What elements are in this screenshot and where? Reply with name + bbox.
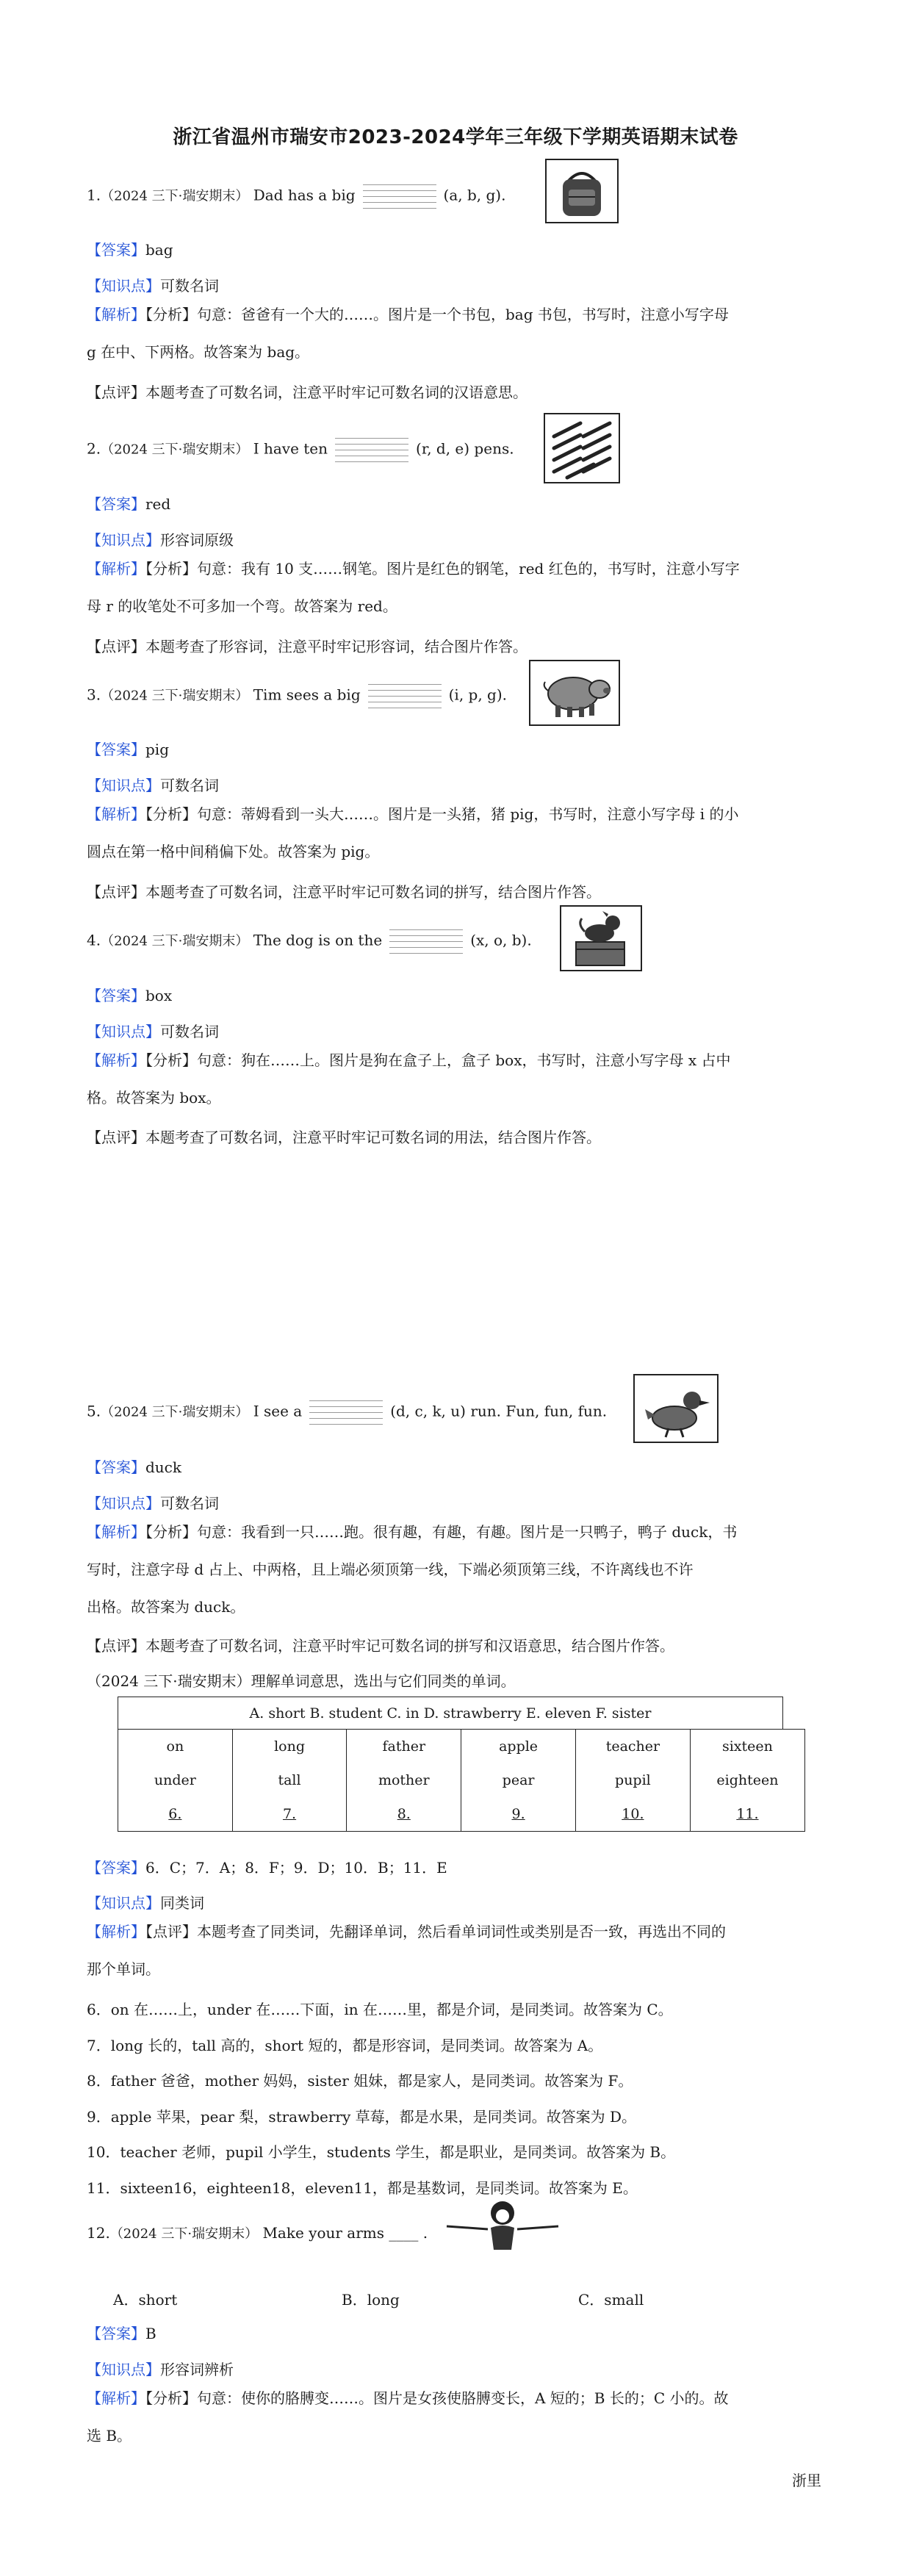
question-text: Dad has a big bbox=[253, 186, 356, 204]
question-source: （2024 三下·瑞安期末） bbox=[101, 933, 249, 949]
knowledge-row: 【知识点】可数名词 bbox=[87, 277, 219, 295]
option-a[interactable]: A．short bbox=[113, 2291, 178, 2309]
knowledge-row: 【知识点】可数名词 bbox=[87, 1494, 219, 1512]
question-number: 12. bbox=[87, 2224, 110, 2242]
word-table bbox=[118, 1729, 805, 1832]
question-5 bbox=[87, 1400, 607, 1425]
knowledge-row: 【知识点】可数名词 bbox=[87, 777, 219, 794]
analysis-paragraph: 【解析】【分析】句意：我看到一只……跑。很有趣，有趣，有趣。图片是一只鸭子，鸭子 duck，书 写时，注意字母 d 占上、中两格，且上端必须顶第一线，下端必须顶第三线，不许离线也不许 出格。故答案为 duck。 bbox=[87, 1523, 738, 1616]
question-number: 1. bbox=[87, 186, 101, 204]
knowledge-row: 【知识点】形容词辨析 bbox=[87, 2361, 234, 2378]
question-text: Tim sees a big bbox=[253, 686, 361, 704]
page-footer: 浙里 bbox=[792, 2472, 821, 2489]
explanation-8: 8．father 爸爸，mother 妈妈，sister 姐妹，都是家人，是同类词。故答案为 F。 bbox=[87, 2072, 633, 2090]
question-12 bbox=[87, 2223, 428, 2242]
table-cell: teacher pupil 10. bbox=[575, 1730, 690, 1832]
question-text: I have ten bbox=[253, 439, 328, 458]
answer-row: 【答案】duck bbox=[87, 1458, 182, 1476]
bag-icon bbox=[545, 159, 619, 223]
explanation-11: 11．sixteen16，eighteen18，eleven11，都是基数词，是同类词。故答案为 E。 bbox=[87, 2179, 638, 2197]
option-c[interactable]: C．small bbox=[578, 2291, 644, 2309]
option-b[interactable]: B．long bbox=[342, 2291, 400, 2309]
knowledge-row: 【知识点】同类词 bbox=[87, 1894, 204, 1912]
question-text: Make your arms ____ . bbox=[262, 2224, 428, 2242]
writing-lines bbox=[363, 184, 436, 209]
question-text: The dog is on the bbox=[253, 931, 383, 949]
question-source: （2024 三下·瑞安期末） bbox=[101, 688, 249, 704]
analysis-paragraph: 【解析】【分析】句意：我有 10 支……钢笔。图片是红色的钢笔，red 红色的，书写时，注意小写字 母 r 的收笔处不可多加一个弯。故答案为 red。 bbox=[87, 560, 740, 615]
question-text: I see a bbox=[253, 1402, 303, 1420]
question-hint: (d, c, k, u) run. Fun, fun, fun. bbox=[390, 1402, 608, 1420]
writing-lines bbox=[335, 437, 408, 462]
table-cell: long tall 7. bbox=[232, 1730, 347, 1832]
table-cell: sixteen eighteen 11. bbox=[690, 1730, 804, 1832]
answer-row: 【答案】bag bbox=[87, 241, 173, 259]
explanation-10: 10．teacher 老师，pupil 小学生，students 学生，都是职业，是同类词。故答案为 B。 bbox=[87, 2143, 676, 2161]
analysis-paragraph: 【解析】【分析】句意：爸爸有一个大的……。图片是一个书包，bag 书包，书写时，注意小写字母 g 在中、下两格。故答案为 bag。 bbox=[87, 306, 729, 361]
question-number: 3. bbox=[87, 686, 101, 704]
analysis-paragraph: 【解析】【分析】句意：使你的胳膊变……。图片是女孩使胳膊变长，A 短的；B 长的；C 小的。故 选 B。 bbox=[87, 2389, 729, 2444]
explanation-9: 9．apple 苹果，pear 梨，strawberry 草莓，都是水果，是同类词。故答案为 D。 bbox=[87, 2108, 637, 2126]
comment-row: 【点评】本题考查了可数名词，注意平时牢记可数名词的汉语意思。 bbox=[87, 384, 527, 401]
comment-row: 【点评】本题考查了形容词，注意平时牢记形容词，结合图片作答。 bbox=[87, 638, 527, 655]
table-cell: on under 6. bbox=[118, 1730, 233, 1832]
answer-row: 【答案】pig bbox=[87, 741, 170, 758]
analysis-paragraph: 【解析】【分析】句意：狗在……上。图片是狗在盒子上，盒子 box，书写时，注意小写字母 x 占中 格。故答案为 box。 bbox=[87, 1051, 731, 1107]
explanation-7: 7．long 长的，tall 高的，short 短的，都是形容词，是同类词。故答案为 A。 bbox=[87, 2037, 603, 2054]
answer-row: 【答案】box bbox=[87, 987, 173, 1004]
dog-on-box-icon bbox=[560, 905, 642, 971]
explanation-6: 6．on 在……上，under 在……下面，in 在……里，都是介词，是同类词。故答案为 C。 bbox=[87, 2001, 673, 2018]
table-cell: apple pear 9. bbox=[461, 1730, 576, 1832]
question-hint: (a, b, g). bbox=[443, 186, 506, 204]
question-4 bbox=[87, 929, 532, 954]
page-title: 浙江省温州市瑞安市2023-2024学年三年级下学期英语期末试卷 bbox=[173, 126, 738, 148]
analysis-paragraph: 【解析】【分析】句意：蒂姆看到一头大……。图片是一头猪，猪 pig，书写时，注意小写字母 i 的小 圆点在第一格中间稍偏下处。故答案为 pig。 bbox=[87, 805, 739, 860]
writing-lines bbox=[309, 1400, 383, 1425]
word-bank: A. short B. student C. in D. strawberry E. eleven F. sister bbox=[118, 1697, 783, 1729]
question-3 bbox=[87, 683, 507, 708]
writing-lines bbox=[368, 683, 442, 708]
knowledge-row: 【知识点】形容词原级 bbox=[87, 531, 234, 549]
table-cell: father mother 8. bbox=[347, 1730, 461, 1832]
question-source: （2024 三下·瑞安期末） bbox=[109, 2226, 259, 2242]
question-hint: (i, p, g). bbox=[448, 686, 508, 704]
question-2 bbox=[87, 437, 514, 462]
pens-icon bbox=[544, 413, 620, 483]
answer-row: 【答案】B bbox=[87, 2325, 156, 2342]
group-intro: （2024 三下·瑞安期末）理解单词意思，选出与它们同类的单词。 bbox=[87, 1672, 516, 1690]
answer-row: 【答案】red bbox=[87, 495, 171, 513]
question-number: 5. bbox=[87, 1402, 101, 1420]
question-1 bbox=[87, 184, 505, 209]
question-source: （2024 三下·瑞安期末） bbox=[101, 1404, 249, 1420]
girl-arms-icon bbox=[444, 2197, 561, 2256]
comment-row: 【点评】本题考查了可数名词，注意平时牢记可数名词的拼写和汉语意思，结合图片作答。 bbox=[87, 1637, 674, 1655]
duck-icon bbox=[633, 1374, 719, 1443]
question-source: （2024 三下·瑞安期末） bbox=[101, 442, 249, 458]
question-hint: (x, o, b). bbox=[470, 931, 532, 949]
question-hint: (r, d, e) pens. bbox=[416, 439, 514, 458]
knowledge-row: 【知识点】可数名词 bbox=[87, 1023, 219, 1040]
analysis-paragraph: 【解析】【点评】本题考查了同类词，先翻译单词，然后看单词词性或类别是否一致，再选出不同的 那个单词。 bbox=[87, 1923, 726, 1978]
question-number: 4. bbox=[87, 931, 101, 949]
comment-row: 【点评】本题考查了可数名词，注意平时牢记可数名词的拼写，结合图片作答。 bbox=[87, 883, 601, 901]
answer-row: 【答案】6．C；7．A；8．F；9．D；10．B；11．E bbox=[87, 1859, 447, 1877]
question-number: 2. bbox=[87, 439, 101, 458]
pig-icon bbox=[529, 660, 620, 726]
writing-lines bbox=[389, 929, 463, 954]
comment-row: 【点评】本题考查了可数名词，注意平时牢记可数名词的用法，结合图片作答。 bbox=[87, 1129, 601, 1146]
question-source: （2024 三下·瑞安期末） bbox=[101, 188, 249, 204]
